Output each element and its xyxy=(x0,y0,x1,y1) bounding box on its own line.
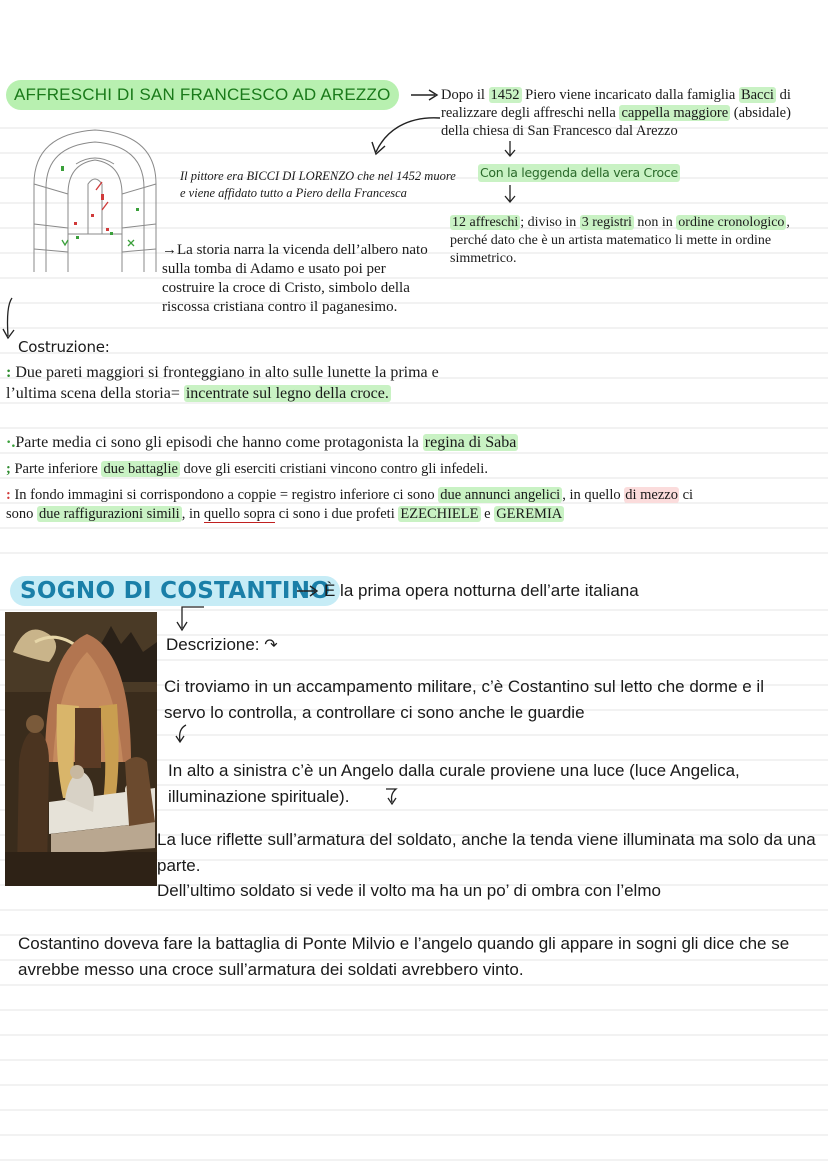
arrow-right-icon xyxy=(410,88,440,102)
family-highlight: Bacci xyxy=(740,87,774,103)
arrow-right-icon xyxy=(296,584,320,598)
curved-arrow-icon xyxy=(174,723,190,745)
point-3: ; Parte inferiore due battaglie dove gli eserciti cristiani vincono contro gli infedeli. xyxy=(6,461,488,477)
description-2: In alto a sinistra c’è un Angelo dalla curale proviene una luce (luce Angelica, illuminazione spirituale). xyxy=(168,761,740,806)
bent-arrow-icon xyxy=(2,296,18,342)
ezechiele-highlight: EZECHIELE xyxy=(400,506,479,522)
construction-label: Costruzione: xyxy=(18,338,110,356)
intro-paragraph: Dopo il 1452 Piero viene incaricato dalla famiglia Bacci di realizzare degli affreschi nella cappella maggiore (absidale) della chiesa di San Francesco dal Arezzo xyxy=(441,87,791,139)
bullet-icon: ; xyxy=(6,461,11,477)
frescoes-paragraph: 12 affreschi ; diviso in 3 registri non in ordine cronologico , perché dato che è un artista matematico li mette in ordine simmetrico. xyxy=(450,215,790,266)
middle-highlight: di mezzo xyxy=(625,487,678,503)
painter-note: Il pittore era BICCI DI LORENZO che nel 1452 muore e viene affidato tutto a Piero della Francesca xyxy=(180,169,456,200)
curved-arrow-icon xyxy=(368,112,444,160)
battles-highlight: due battaglie xyxy=(103,461,178,477)
section2-title: SOGNO DI COSTANTINO xyxy=(10,576,340,606)
above-underlined: quello sopra xyxy=(203,506,276,522)
description-1: Ci troviamo in un accampamento militare, c’è Costantino sul letto che dorme e il servo lo controlla, a controllare ci sono anche le guardie xyxy=(164,677,764,722)
order-highlight: ordine cronologico xyxy=(678,215,785,230)
point-1: : Due pareti maggiori si fronteggiano in alto sulle lunette la prima e l’ultima scena della storia= incentrate sul legno della croce. xyxy=(6,364,439,402)
point-4: : In fondo immagini si corrispondono a coppie = registro inferiore ci sono due annunci angelici , in quello di mezzo ci sono due raffigurazioni simili , in quello sopra ci sono i due profeti EZECHIELE e GEREMIA xyxy=(6,487,694,522)
first-nocturne-note: È la prima opera notturna dell’arte italiana xyxy=(324,581,639,600)
curved-arrow-icon: ↷ xyxy=(264,637,278,654)
description-label: Descrizione: ↷ xyxy=(166,635,278,654)
chapel-highlight: cappella maggiore xyxy=(621,105,729,121)
arrow-icon: → xyxy=(162,242,177,258)
point-2: ·.Parte media ci sono gli episodi che hanno come protagonista la regina di Saba xyxy=(6,434,517,451)
curved-arrow-icon xyxy=(384,786,400,806)
wood-cross-highlight: incentrate sul legno della croce. xyxy=(185,385,389,402)
section1-title: AFFRESCHI DI SAN FRANCESCO AD AREZZO xyxy=(6,80,399,110)
description-3: La luce riflette sull’armatura del soldato, anche la tenda viene illuminata ma solo da una parte. xyxy=(157,830,816,875)
year-highlight: 1452 xyxy=(490,87,520,103)
registers-highlight: 3 registri xyxy=(581,215,632,230)
similar-highlight: due raffigurazioni simili xyxy=(39,506,180,522)
bent-arrow-icon xyxy=(176,604,206,632)
closing-paragraph: Costantino doveva fare la battaglia di Ponte Milvio e l’angelo quando gli appare in sogni gli dice che se avrebbe messo una croce sull’armatura dei soldati avrebbero vinto. xyxy=(18,934,790,979)
saba-highlight: regina di Saba xyxy=(424,434,517,451)
chapel-drawing xyxy=(28,124,162,274)
bullet-icon: ·. xyxy=(6,434,16,451)
bullet-icon: : xyxy=(6,364,12,381)
legend-tag: Con la leggenda della vera Croce xyxy=(480,165,678,180)
arrow-down-icon xyxy=(503,140,517,158)
count-highlight: 12 affreschi xyxy=(452,215,519,230)
annunci-highlight: due annunci angelici xyxy=(440,487,561,503)
story-paragraph: →La storia narra la vicenda dell’albero nato sulla tomba di Adamo e usato poi per costruire la croce di Cristo, simbolo della riscossa cristiana contro il paganesimo. xyxy=(162,242,428,315)
dream-of-constantine-painting xyxy=(5,612,157,886)
bullet-icon: : xyxy=(6,487,11,503)
arrow-down-icon xyxy=(503,184,517,204)
geremia-highlight: GEREMIA xyxy=(496,506,563,522)
description-4: Dell’ultimo soldato si vede il volto ma ha un po’ di ombra con l’elmo xyxy=(157,881,661,900)
